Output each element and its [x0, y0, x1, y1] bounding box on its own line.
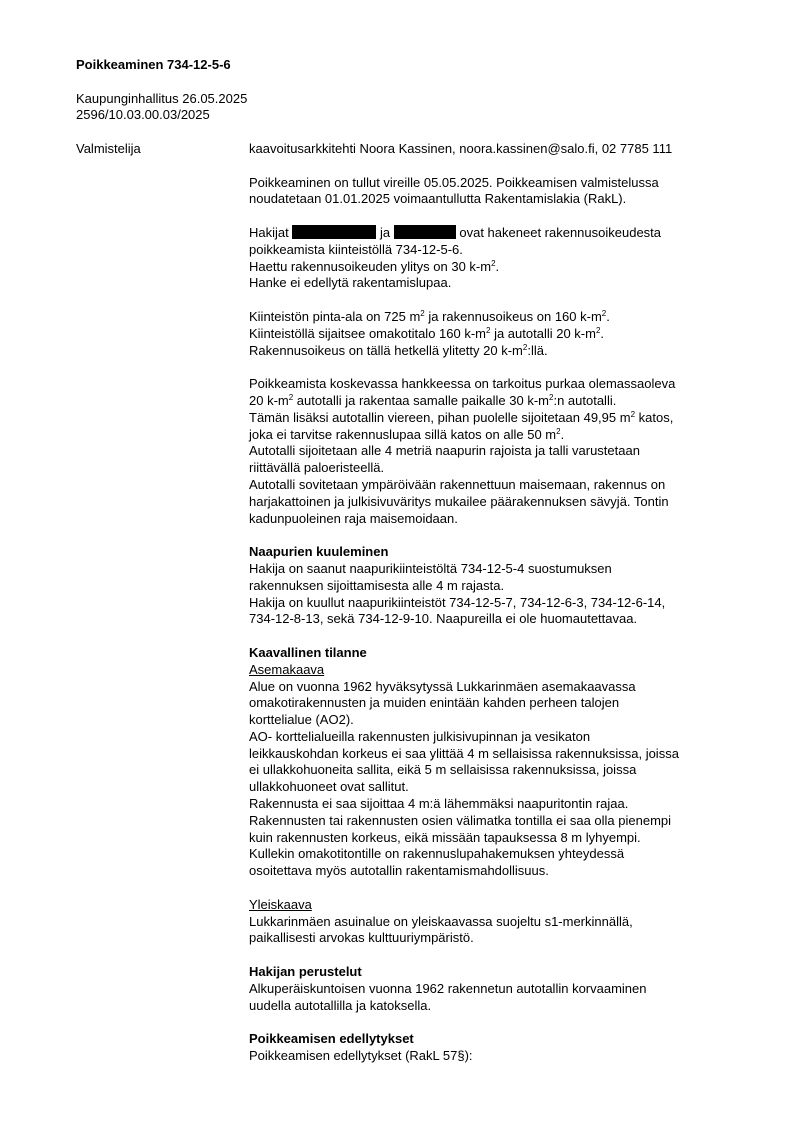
text-line	[249, 259, 749, 276]
superscript: 2	[491, 258, 496, 268]
text-line	[249, 225, 749, 242]
text-line: ullakkohuoneet ovat sallitut.	[249, 779, 409, 795]
text-fragment: .	[600, 325, 605, 341]
text-line: leikkauskohdan korkeus ei saa ylittää 4 m sellaisissa rakennuksissa, joissa	[249, 745, 679, 761]
property-paragraph	[249, 309, 749, 359]
section-heading: Kaavallinen tilanne	[249, 644, 367, 660]
text-fragment: .	[495, 258, 500, 274]
text-fragment: autotalli ja rakentaa samalle paikalle 30 k-m	[293, 392, 549, 408]
preparer-paragraph	[249, 141, 749, 158]
text-line	[249, 343, 749, 360]
text-fragment: Rakennusoikeus on tällä hetkellä ylitetty 20 k-m	[249, 342, 523, 358]
text-line: Poikkeaminen on tullut vireille 05.05.2025. Poikkeamisen valmistelussa	[249, 174, 659, 190]
general-plan-section	[249, 897, 749, 947]
text-fragment: katos,	[635, 409, 674, 425]
redaction-bar	[292, 225, 376, 239]
text-fragment: ja	[380, 224, 391, 240]
case-number: 2596/10.03.00.03/2025	[76, 107, 210, 122]
text-fragment: 20 k-m	[249, 392, 289, 408]
text-line: omakotirakennusten ja muiden enintään kahden perheen talojen	[249, 695, 620, 711]
superscript: 2	[522, 342, 528, 352]
text-line	[249, 326, 749, 343]
text-line: Poikkeamisen edellytykset (RakL 57§):	[249, 1048, 473, 1064]
text-fragment: Tämän lisäksi autotallin viereen, pihan puolelle sijoitetaan 49,95 m	[249, 409, 631, 425]
subsection-heading: Yleiskaava	[249, 896, 312, 912]
superscript: 2	[486, 325, 491, 335]
section-heading: Naapurien kuuleminen	[249, 544, 389, 560]
text-line: Alue on vuonna 1962 hyväksytyssä Lukkarinmäen asemakaavassa	[249, 678, 636, 694]
text-line: poikkeamista kiinteistöllä 734-12-5-6.	[249, 241, 463, 257]
superscript: 2	[556, 426, 561, 436]
preparer-value: kaavoitusarkkitehti Noora Kassinen, noora.kassinen@salo.fi, 02 7785 111	[249, 141, 673, 156]
text-line: AO- korttelialueilla rakennusten julkisivupinnan ja vesikaton	[249, 728, 591, 744]
text-line: kadunpuoleinen raja maisemoidaan.	[249, 510, 458, 526]
text-line: Hakija on saanut naapurikiinteistöltä 734-12-5-4 suostumuksen	[249, 560, 612, 576]
text-line: ei ullakkohuoneita sallita, eikä 5 m sellaisissa rakennuksissa, joissa	[249, 762, 637, 778]
preparer-label: Valmistelija	[76, 141, 141, 156]
text-line: korttelialue (AO2).	[249, 712, 354, 728]
text-line: Hanke ei edellytä rakentamislupaa.	[249, 275, 452, 291]
text-line: uudella autotallilla ja katoksella.	[249, 997, 432, 1013]
text-line	[249, 309, 749, 326]
text-line: Rakennusten tai rakennusten osien välimatka tontilla ei saa olla pienempi	[249, 812, 672, 828]
text-line: 734-12-8-13, sekä 734-12-9-10. Naapureilla ei ole huomautettavaa.	[249, 611, 638, 627]
text-fragment: :n autotalli.	[553, 392, 617, 408]
text-fragment: ja rakennusoikeus on 160 k-m	[424, 308, 602, 324]
text-fragment: Kiinteistöllä sijaitsee omakotitalo 160 k-m	[249, 325, 486, 341]
text-line: rakennuksen sijoittamisesta alle 4 m rajasta.	[249, 577, 505, 593]
superscript: 2	[595, 325, 601, 335]
text-line: noudatetaan 01.01.2025 voimaantullutta Rakentamislakia (RakL).	[249, 191, 627, 207]
text-line: riittävällä paloeristeellä.	[249, 460, 385, 476]
text-line: kuin rakennusten korkeus, eikä missään tapauksessa 8 m lyhyempi.	[249, 829, 641, 845]
applicants-paragraph	[249, 225, 749, 292]
text-fragment: joka ei tarvitse rakennuslupaa sillä katos on alle 50 m	[249, 426, 557, 442]
text-line: Poikkeamista koskevassa hankkeessa on tarkoitus purkaa olemassaoleva	[249, 376, 676, 392]
superscript: 2	[549, 392, 554, 402]
superscript: 2	[288, 392, 294, 402]
text-fragment: Haettu rakennusoikeuden ylitys on 30 k-m	[249, 258, 492, 274]
initiation-paragraph	[249, 175, 749, 209]
text-line	[249, 393, 749, 410]
meeting-date: Kaupunginhallitus 26.05.2025	[76, 91, 248, 106]
text-line: Lukkarinmäen asuinalue on yleiskaavassa suojeltu s1-merkinnällä,	[249, 913, 633, 929]
grounds-section	[249, 964, 749, 1014]
neighbors-section	[249, 544, 749, 628]
text-line: Kullekin omakotitontille on rakennuslupahakemuksen yhteydessä	[249, 846, 625, 862]
text-line	[249, 410, 749, 427]
superscript: 2	[601, 308, 607, 318]
text-line: osoitettava myös autotallin rakentamismahdollisuus.	[249, 863, 549, 879]
text-line: harjakattoinen ja julkisivuväritys mukailee päärakennuksen sävyjä. Tontin	[249, 493, 669, 509]
superscript: 2	[630, 409, 636, 419]
meeting-info	[76, 91, 247, 123]
zoning-section	[249, 645, 749, 880]
superscript: 2	[420, 308, 425, 318]
section-heading: Hakijan perustelut	[249, 964, 362, 980]
text-fragment: Hakijat	[249, 224, 289, 240]
text-line: Alkuperäiskuntoisen vuonna 1962 rakennetun autotallin korvaaminen	[249, 980, 647, 996]
text-fragment: .	[560, 426, 565, 442]
text-line: Hakija on kuullut naapurikiinteistöt 734-12-5-7, 734-12-6-3, 734-12-6-14,	[249, 594, 666, 610]
text-line	[249, 427, 749, 444]
project-paragraph	[249, 376, 749, 527]
document-title: Poikkeaminen 734-12-5-6	[76, 57, 231, 72]
redaction-bar	[394, 225, 456, 239]
text-fragment: :llä.	[527, 342, 548, 358]
text-line: Autotalli sovitetaan ympäröivään rakennettuun maisemaan, rakennus on	[249, 476, 666, 492]
section-heading: Poikkeamisen edellytykset	[249, 1031, 414, 1047]
text-line: Autotalli sijoitetaan alle 4 metriä naapurin rajoista ja talli varustetaan	[249, 443, 640, 459]
text-fragment: ovat hakeneet rakennusoikeudesta	[459, 224, 662, 240]
text-fragment: Kiinteistön pinta-ala on 725 m	[249, 308, 421, 324]
subsection-heading: Asemakaava	[249, 661, 325, 677]
text-fragment: ja autotalli 20 k-m	[490, 325, 596, 341]
text-fragment: .	[606, 308, 610, 324]
text-line: Rakennusta ei saa sijoittaa 4 m:ä lähemmäksi naapuritontin rajaa.	[249, 796, 629, 812]
document-body	[249, 141, 749, 1082]
conditions-section	[249, 1031, 749, 1065]
text-line: paikallisesti arvokas kulttuuriympäristö.	[249, 930, 474, 946]
